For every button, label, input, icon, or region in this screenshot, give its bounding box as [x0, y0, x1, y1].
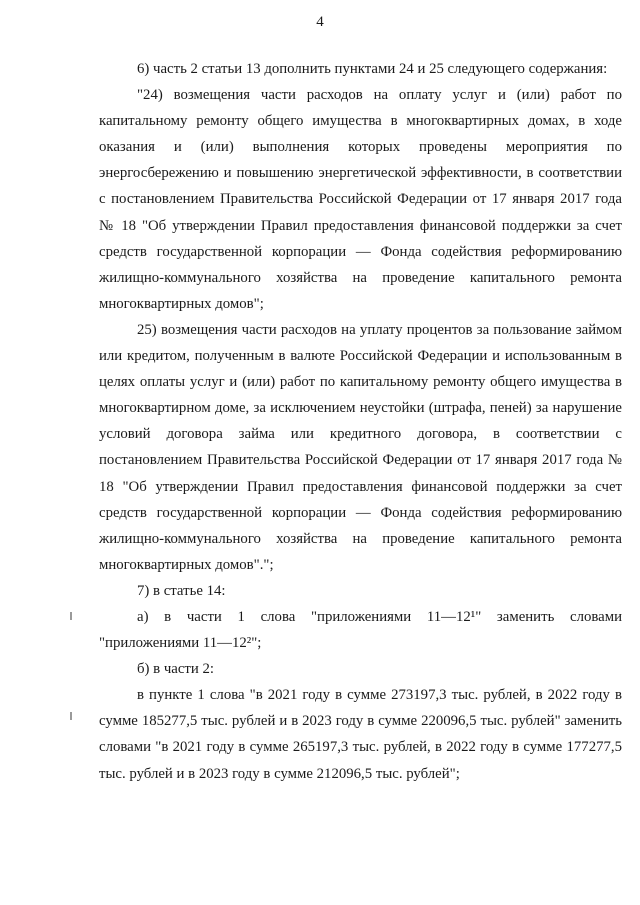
paragraph-item-7: 7) в статье 14:	[137, 582, 226, 599]
document-body	[99, 56, 622, 787]
margin-mark	[70, 612, 72, 620]
margin-mark	[70, 712, 72, 720]
paragraph-point-24: "24) возмещения части расходов на оплату услуг и (или) работ по капитальному ремонту общего имущества в многоквартирных домах, в ходе оказания и (или) выполнения которых проведены мероприятия по энергосбережению и повышению энергетической эффективности, в соответствии с постановлением Правительства Российской Федерации от 17 января 2017 года № 18 "Об утверждении Правил предоставления финансовой поддержки за счет средств государственной корпорации — Фонда содействия реформированию жилищно-коммунального хозяйства на проведение капитального ремонта многоквартирных домов";	[99, 87, 622, 312]
paragraph-item-6: 6) часть 2 статьи 13 дополнить пунктами 24 и 25 следующего содержания:	[137, 61, 608, 77]
paragraph-point-25: 25) возмещения части расходов на уплату процентов за пользование займом или кредитом, полученным в валюте Российской Федерации и использованным в целях оплаты услуг и (или) работ по капитальному ремонту общего имущества в многоквартирном доме, за исключением неустойки (штрафа, пеней) за нарушение условий договора займа или кредитного договора, в соответствии с постановлением Правительства Российской Федерации от 17 января 2017 года № 18 "Об утверждении Правил предоставления финансовой поддержки за счет средств государственной корпорации — Фонда содействия реформированию жилищно-коммунального хозяйства на проведение капитального ремонта многоквартирных домов".";	[99, 321, 622, 573]
paragraph-subitem-a: а) в части 1 слова "приложениями 11—12¹" заменить словами "приложениями 11—12²";	[99, 608, 622, 652]
paragraph-point-1: в пункте 1 слова "в 2021 году в сумме 273197,3 тыс. рублей, в 2022 году в сумме 185277,5 тыс. рублей и в 2023 году в сумме 220096,5 тыс. рублей" заменить словами "в 2021 году в сумме 265197,3 тыс. рублей, в 2022 году в сумме 177277,5 тыс. рублей и в 2023 году в сумме 212096,5 тыс. рублей";	[99, 687, 622, 782]
paragraph-subitem-b: б) в части 2:	[137, 661, 215, 678]
page-number: 4	[316, 14, 324, 30]
